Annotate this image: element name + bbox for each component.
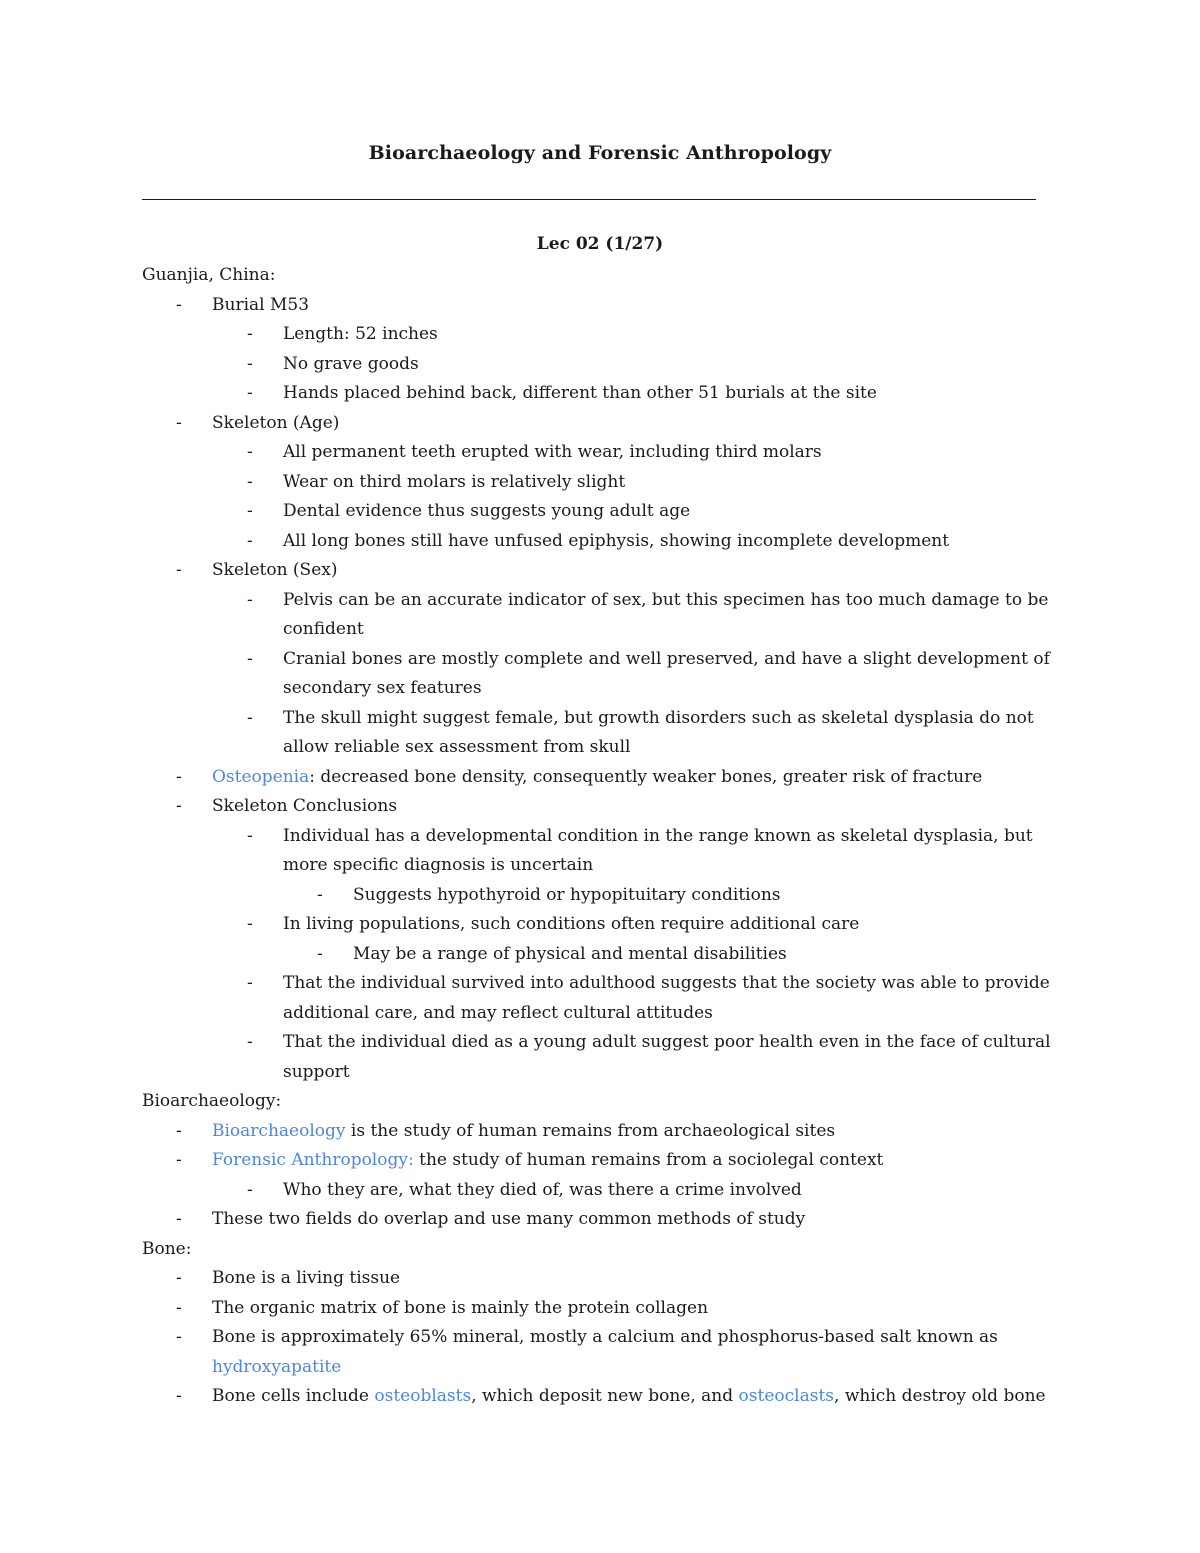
- notes-body: [0, 261, 1200, 1412]
- list-item: [0, 1205, 1200, 1235]
- list-item-text: more specific diagnosis is uncertain: [283, 855, 594, 875]
- bullet: -: [247, 530, 253, 551]
- list-item: [0, 881, 1200, 911]
- title-divider: [142, 199, 1036, 200]
- bullet: -: [247, 589, 253, 610]
- bullet: -: [176, 1386, 182, 1406]
- term-osteoclasts: osteoclasts: [738, 1386, 835, 1406]
- list-item: [0, 822, 1200, 852]
- list-item: [0, 910, 1200, 940]
- text-segment: , which destroy old bone: [834, 1386, 1046, 1406]
- heading-text: Guanjia, China:: [142, 265, 276, 285]
- list-item-text: The skull might suggest female, but growth disorders such as skeletal dysplasia do not: [283, 707, 1034, 728]
- section-heading-guanjia: [0, 261, 1200, 291]
- definition-text: : decreased bone density, consequently weaker bones, greater risk of fracture: [309, 766, 983, 787]
- bullet: -: [247, 1179, 253, 1200]
- list-item: [0, 468, 1200, 498]
- list-item-text: support: [283, 1061, 350, 1082]
- list-item-text: That the individual died as a young adult suggest poor health even in the face of cultural: [283, 1032, 1051, 1052]
- list-item: [0, 438, 1200, 468]
- list-item: [0, 792, 1200, 822]
- list-item-text: [212, 1117, 835, 1147]
- list-item-text: Cranial bones are mostly complete and well preserved, and have a slight development of: [283, 648, 1050, 669]
- bullet: -: [317, 884, 323, 905]
- list-item-text: Dental evidence thus suggests young adult age: [283, 501, 691, 521]
- list-item: [0, 291, 1200, 321]
- heading-text: Bioarchaeology:: [142, 1091, 282, 1111]
- list-item-text: Length: 52 inches: [283, 324, 438, 344]
- bullet: -: [176, 1268, 182, 1288]
- list-item: [0, 320, 1200, 350]
- bullet: -: [176, 1150, 182, 1170]
- list-item-text: Bone is a living tissue: [212, 1268, 401, 1288]
- bullet: -: [247, 707, 253, 728]
- list-item: [0, 969, 1200, 999]
- bullet: -: [176, 412, 182, 433]
- document-title: Bioarchaeology and Forensic Anthropology: [368, 142, 832, 164]
- list-item: [0, 1264, 1200, 1294]
- heading-text: Bone:: [142, 1238, 192, 1259]
- list-item-text: No grave goods: [283, 353, 419, 374]
- bullet: -: [247, 383, 253, 403]
- list-item-text: Who they are, what they died of, was there a crime involved: [283, 1179, 802, 1200]
- list-item-continuation: [0, 1058, 1200, 1088]
- list-item-continuation: [0, 733, 1200, 763]
- list-item-text: Hands placed behind back, different than other 51 burials at the site: [283, 383, 877, 403]
- list-item: [0, 1146, 1200, 1176]
- bullet: -: [247, 353, 253, 374]
- bullet: -: [317, 943, 323, 964]
- list-item: [0, 1117, 1200, 1147]
- list-item-text: Wear on third molars is relatively slight: [283, 471, 626, 492]
- bullet: -: [176, 1120, 182, 1141]
- bullet: -: [176, 1209, 182, 1229]
- bullet: -: [176, 1297, 182, 1318]
- list-item-text: Skeleton (Age): [212, 412, 340, 433]
- text-segment: Bone cells include: [212, 1386, 375, 1406]
- bullet: -: [176, 796, 182, 816]
- text-segment: , which deposit new bone, and: [471, 1386, 739, 1406]
- list-item: [0, 586, 1200, 616]
- list-item: [0, 379, 1200, 409]
- list-item-continuation: [0, 674, 1200, 704]
- list-item: [0, 1176, 1200, 1206]
- list-item-text: [212, 1382, 1046, 1412]
- section-heading-bioarchaeology: [0, 1087, 1200, 1117]
- list-item: [0, 527, 1200, 557]
- bullet: -: [176, 294, 182, 315]
- list-item: [0, 556, 1200, 586]
- list-item: [0, 704, 1200, 734]
- term-osteopenia: Osteopenia: [212, 766, 310, 787]
- list-item-text: Bone is approximately 65% mineral, mostly a calcium and phosphorus-based salt known as: [212, 1327, 998, 1347]
- bullet: -: [176, 560, 182, 580]
- list-item-text: That the individual survived into adulthood suggests that the society was able to provide: [283, 973, 1050, 993]
- list-item: [0, 1323, 1200, 1353]
- bullet: -: [247, 1032, 253, 1052]
- bullet: -: [247, 973, 253, 993]
- list-item: [0, 1294, 1200, 1324]
- bullet: -: [247, 914, 253, 934]
- list-item-text: Pelvis can be an accurate indicator of sex, but this specimen has too much damage to be: [283, 589, 1049, 610]
- list-item-text: All long bones still have unfused epiphysis, showing incomplete development: [283, 530, 950, 551]
- list-item: [0, 940, 1200, 970]
- list-item-text: Individual has a developmental condition in the range known as skeletal dysplasia, but: [283, 825, 1033, 846]
- list-item-text: additional care, and may reflect cultural attitudes: [283, 1002, 713, 1023]
- bullet: -: [176, 766, 182, 787]
- bullet: -: [176, 1327, 182, 1347]
- bullet: -: [247, 471, 253, 492]
- list-item-text: May be a range of physical and mental disabilities: [353, 943, 787, 964]
- list-item-text: Skeleton Conclusions: [212, 796, 398, 816]
- definition-text: the study of human remains from a sociolegal context: [413, 1150, 884, 1170]
- list-item-continuation: [0, 999, 1200, 1029]
- list-item-text: secondary sex features: [283, 678, 482, 698]
- lecture-title: Lec 02 (1/27): [536, 234, 664, 254]
- list-item-text: Burial M53: [212, 294, 310, 315]
- list-item-text: Skeleton (Sex): [212, 560, 338, 580]
- list-item: [0, 763, 1200, 793]
- list-item-text: The organic matrix of bone is mainly the protein collagen: [212, 1297, 709, 1318]
- bullet: -: [247, 825, 253, 846]
- list-item-continuation: [0, 1353, 1200, 1383]
- bullet: -: [247, 648, 253, 669]
- list-item: [0, 350, 1200, 380]
- bullet: -: [247, 442, 253, 462]
- section-heading-bone: [0, 1235, 1200, 1265]
- list-item-text: allow reliable sex assessment from skull: [283, 737, 631, 757]
- term-forensic-anthropology: Forensic Anthropology:: [212, 1150, 414, 1170]
- list-item-text: [212, 1146, 883, 1176]
- list-item-continuation: [0, 615, 1200, 645]
- list-item-text: All permanent teeth erupted with wear, including third molars: [283, 442, 822, 462]
- list-item-text: confident: [283, 619, 364, 639]
- list-item: [0, 1382, 1200, 1412]
- bullet: -: [247, 501, 253, 521]
- list-item: [0, 1028, 1200, 1058]
- list-item-text: [212, 763, 982, 793]
- list-item-continuation: [0, 851, 1200, 881]
- list-item-text: These two fields do overlap and use many common methods of study: [212, 1209, 806, 1229]
- list-item: [0, 409, 1200, 439]
- term-osteoblasts: osteoblasts: [374, 1386, 472, 1406]
- definition-text: is the study of human remains from archaeological sites: [345, 1120, 836, 1141]
- list-item-text: In living populations, such conditions often require additional care: [283, 914, 860, 934]
- list-item: [0, 645, 1200, 675]
- bullet: -: [247, 324, 253, 344]
- list-item-text: Suggests hypothyroid or hypopituitary conditions: [353, 884, 781, 905]
- term-hydroxyapatite: hydroxyapatite: [212, 1356, 342, 1377]
- term-bioarchaeology: Bioarchaeology: [212, 1120, 346, 1141]
- list-item: [0, 497, 1200, 527]
